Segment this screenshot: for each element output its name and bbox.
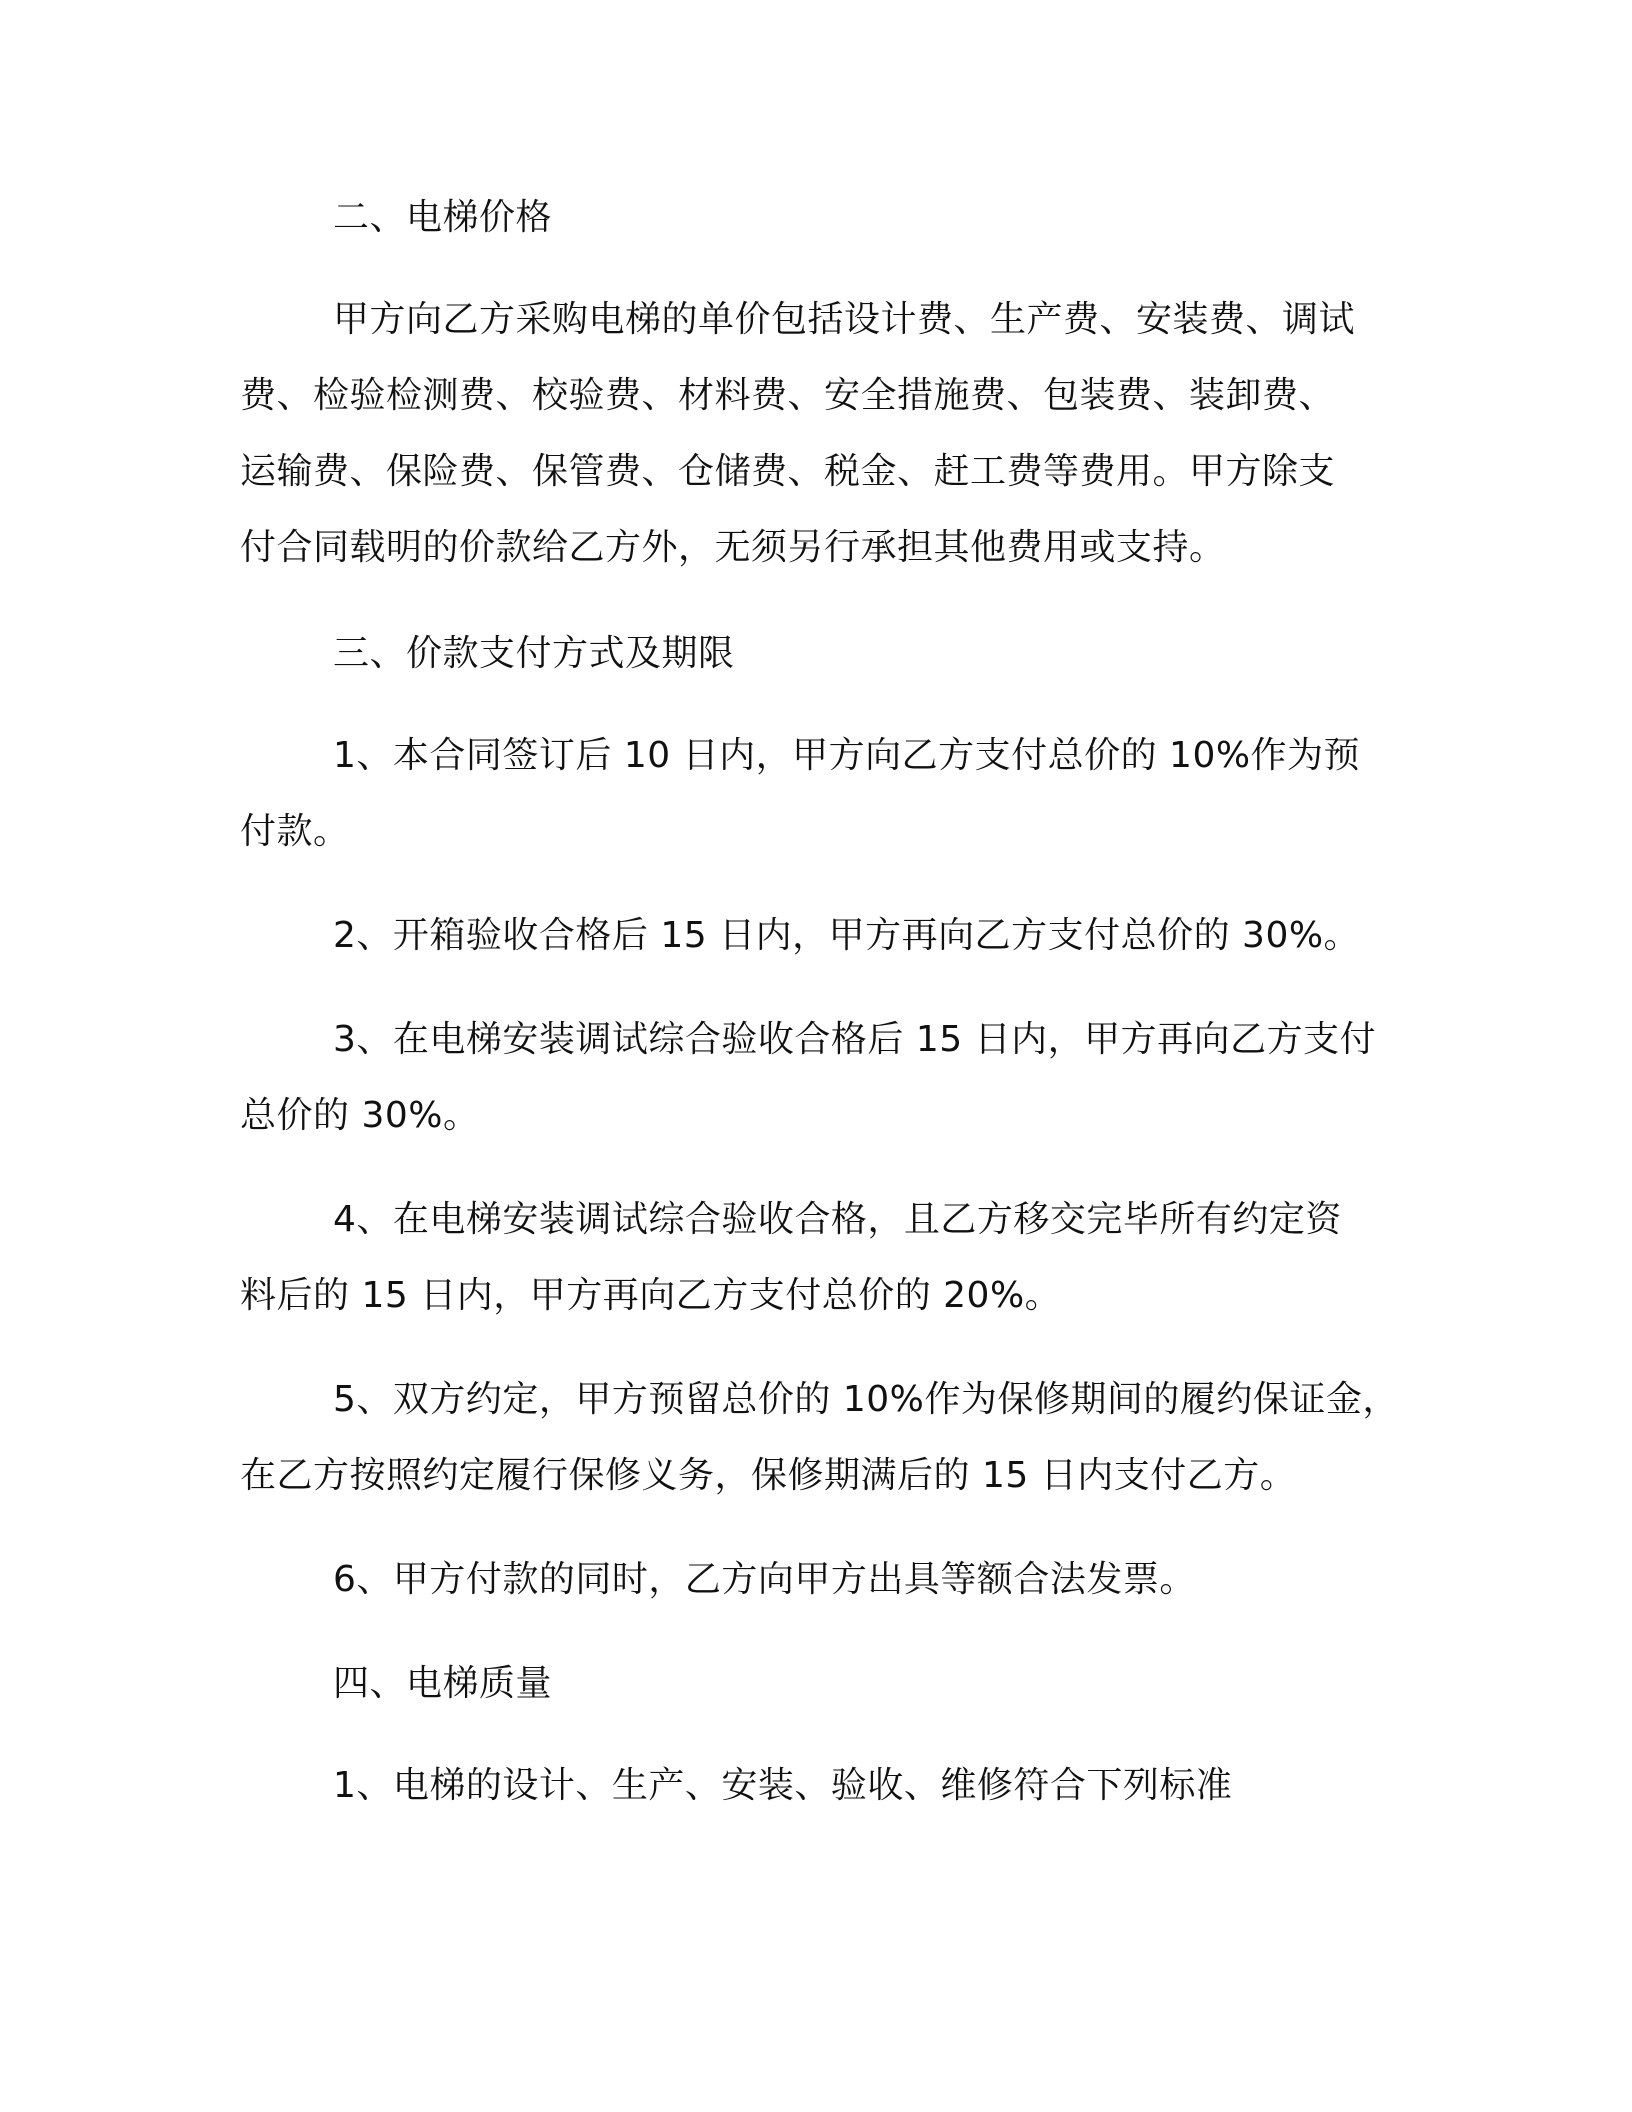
- paragraph-line: 运输费、保险费、保管费、仓储费、税金、赶工费等费用。甲方除支: [240, 451, 1336, 492]
- paragraph-line: 费、检验检测费、校验费、材料费、安全措施费、包装费、装卸费、: [240, 375, 1336, 416]
- paragraph-line: 5、双方约定，甲方预留总价的 10%作为保修期间的履约保证金，: [333, 1379, 1399, 1420]
- paragraph-line: 付合同载明的价款给乙方外，无须另行承担其他费用或支持。: [240, 527, 1226, 568]
- paragraph-line: 料后的 15 日内，甲方再向乙方支付总价的 20%。: [240, 1275, 1062, 1316]
- paragraph-line: 在乙方按照约定履行保修义务，保修期满后的 15 日内支付乙方。: [240, 1455, 1297, 1496]
- section-heading-elevator-quality: 四、电梯质量: [333, 1663, 553, 1704]
- paragraph-line: 3、在电梯安装调试综合验收合格后 15 日内，甲方再向乙方支付: [333, 1019, 1377, 1060]
- paragraph-line: 4、在电梯安装调试综合验收合格，且乙方移交完毕所有约定资: [333, 1199, 1342, 1240]
- paragraph-line: 甲方向乙方采购电梯的单价包括设计费、生产费、安装费、调试: [333, 299, 1356, 340]
- paragraph-line: 6、甲方付款的同时，乙方向甲方出具等额合法发票。: [333, 1559, 1196, 1600]
- paragraph-line: 总价的 30%。: [240, 1095, 480, 1136]
- paragraph-line: 付款。: [240, 811, 350, 852]
- paragraph-line: 1、电梯的设计、生产、安装、验收、维修符合下列标准: [333, 1765, 1233, 1806]
- paragraph-line: 2、开箱验收合格后 15 日内，甲方再向乙方支付总价的 30%。: [333, 915, 1361, 956]
- section-heading-elevator-price: 二、电梯价格: [333, 197, 553, 238]
- section-heading-payment: 三、价款支付方式及期限: [333, 633, 735, 674]
- paragraph-line: 1、本合同签订后 10 日内，甲方向乙方支付总价的 10%作为预: [333, 735, 1361, 776]
